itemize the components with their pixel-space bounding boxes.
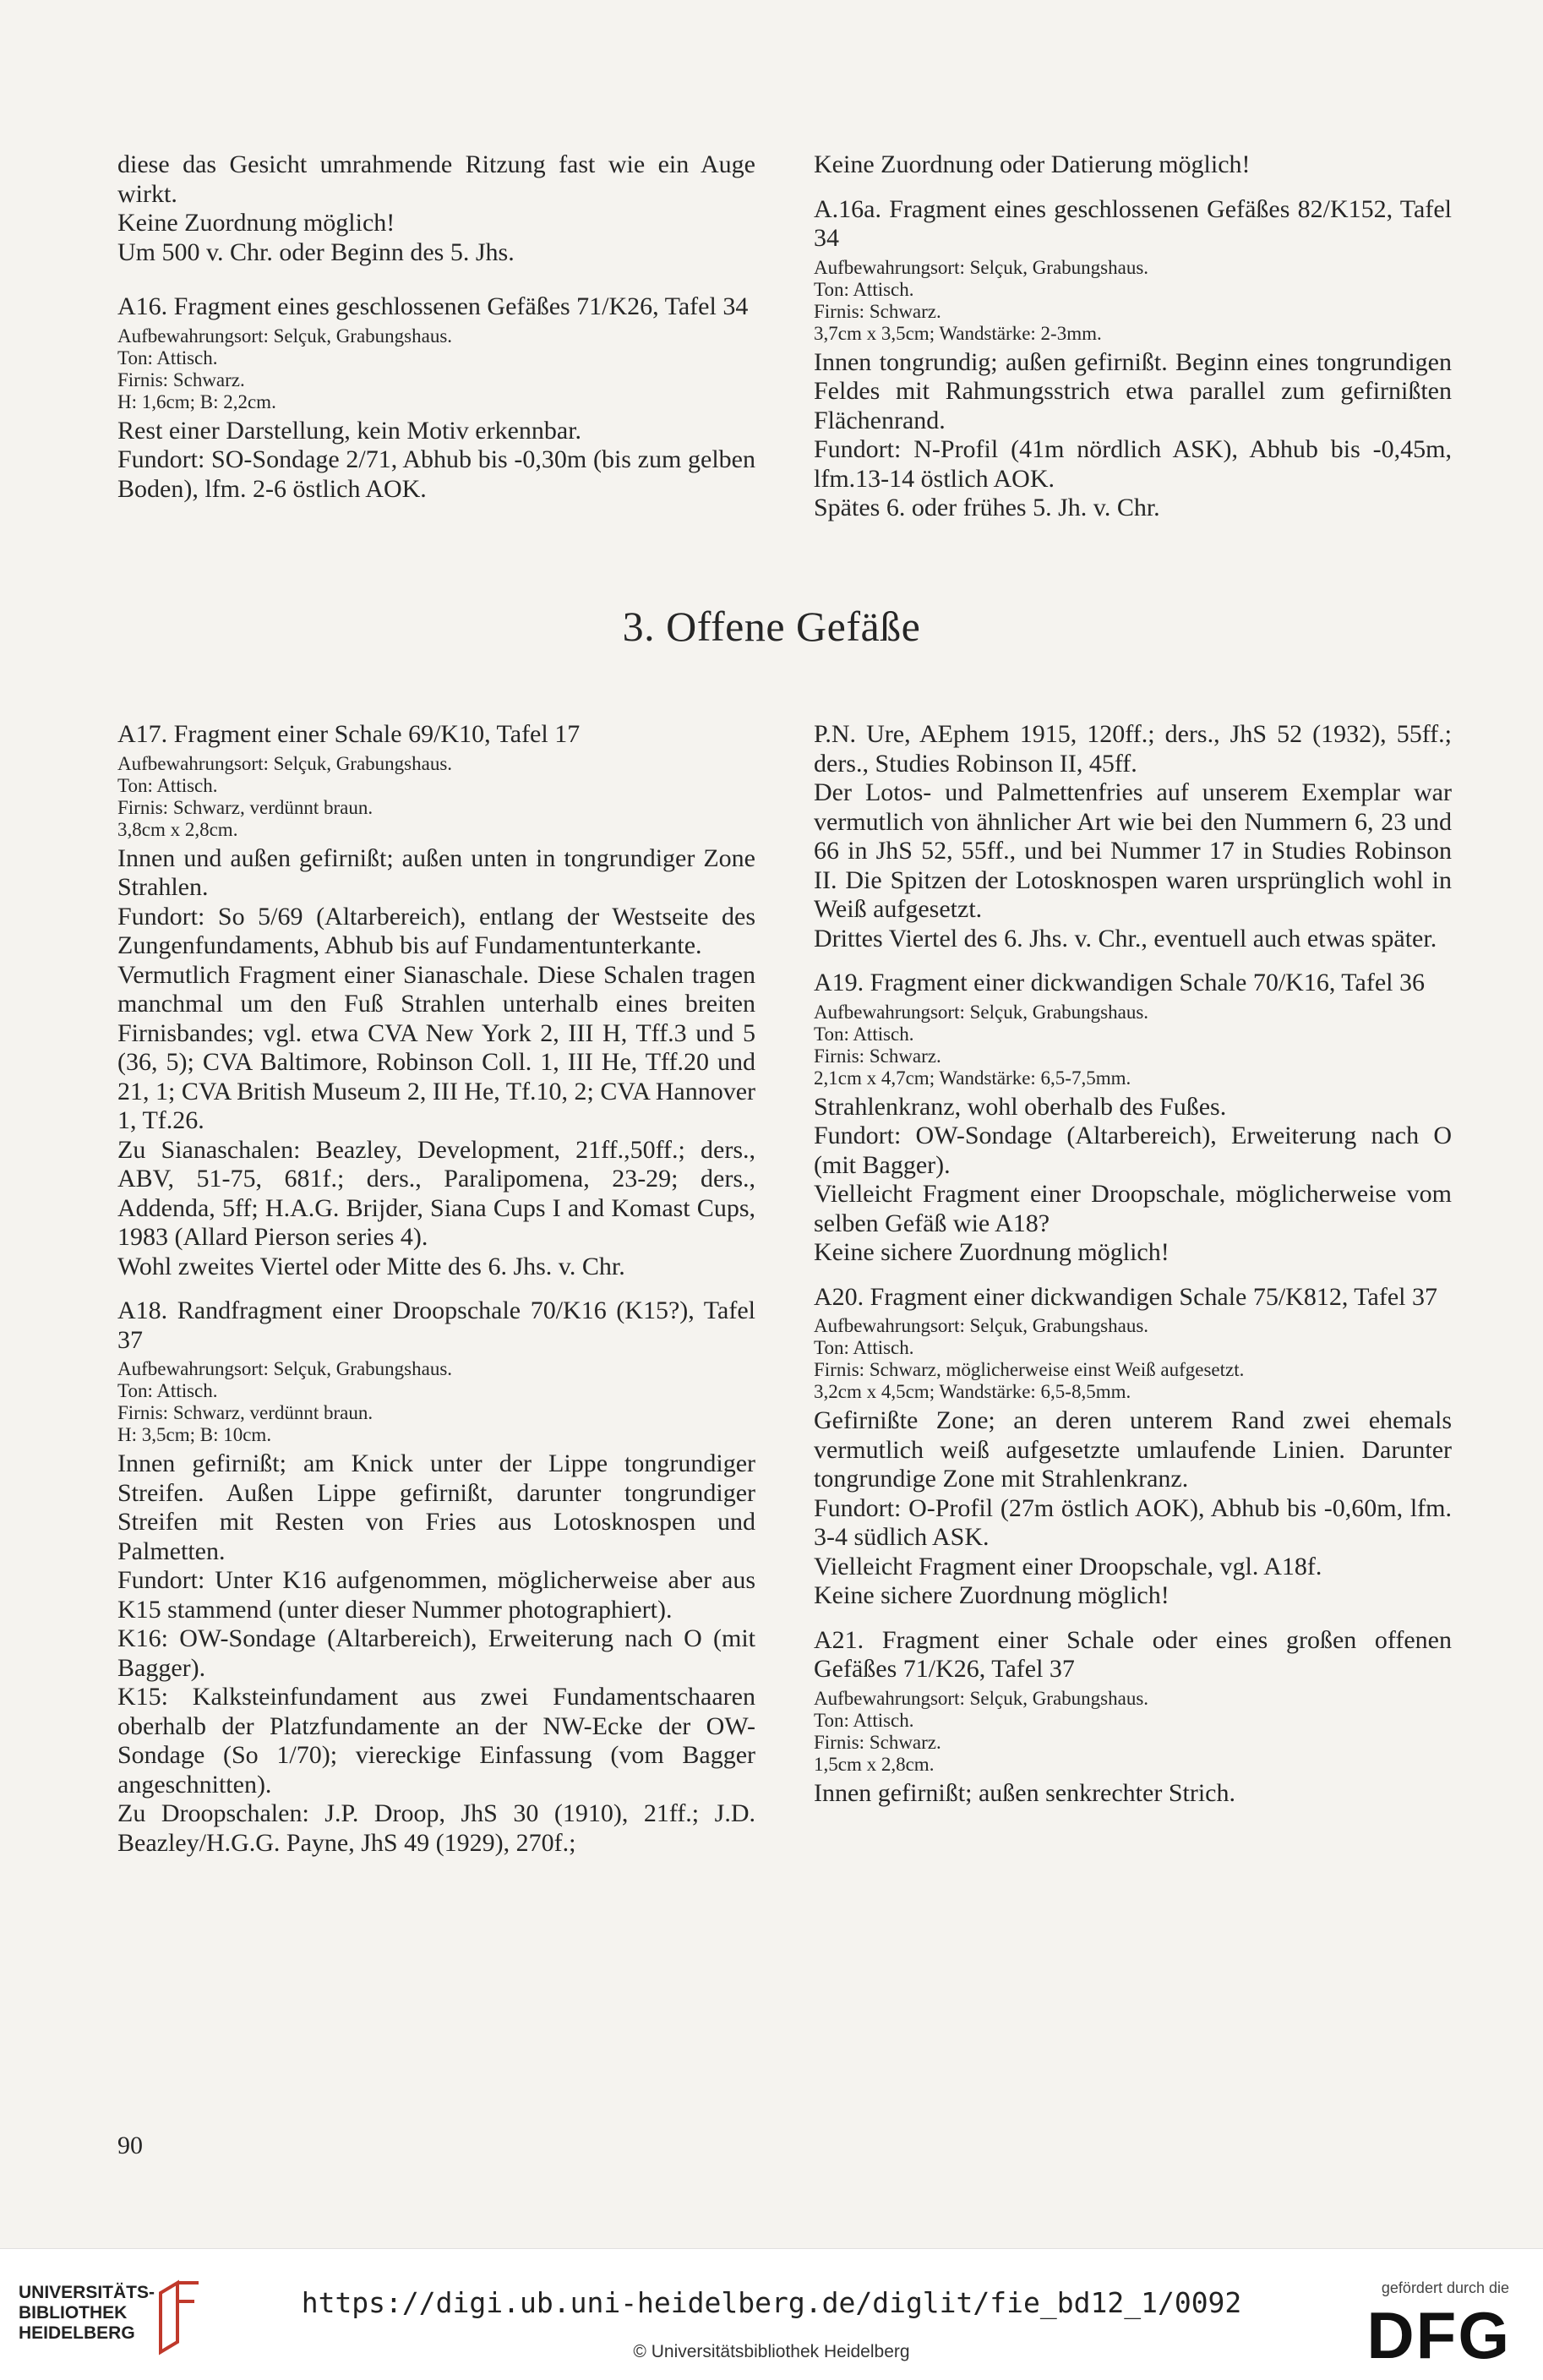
entry-metadata [117, 1358, 755, 1446]
paragraph: Fundort: OW-Sondage (Altarbereich), Erweiterung nach O (mit Bagger). [814, 1122, 1452, 1179]
paragraph: K16: OW-Sondage (Altarbereich), Erweiterung nach O (mit Bagger). [117, 1624, 755, 1682]
meta-line: Firnis: Schwarz. [814, 1731, 941, 1753]
meta-line: Ton: Attisch. [814, 1337, 914, 1358]
library-name-line: BIBLIOTHEK [19, 2303, 128, 2323]
paragraph: Zu Sianaschalen: Beazley, Development, 21ff.,50ff.; ders., ABV, 51-75, 681f.; ders., Paralipomena, 23-29; ders., Addenda, 5ff; H.A.G. Brijder, Siana Cups I and Komast Cups, 1983 (Allard Pierson series 4). [117, 1135, 755, 1251]
entry-heading-a20: A20. Fragment einer dickwandigen Schale 75/K812, Tafel 37 [814, 1282, 1437, 1311]
meta-line: Aufbewahrungsort: Selçuk, Grabungshaus. [117, 325, 453, 347]
paragraph: Fundort: So 5/69 (Altarbereich), entlang der Westseite des Zungenfundaments, Abhub bis auf Fundamentunterkante. [117, 902, 755, 959]
meta-line: H: 3,5cm; B: 10cm. [117, 1424, 272, 1445]
paragraph: Um 500 v. Chr. oder Beginn des 5. Jhs. [117, 237, 515, 266]
section-title: 3. Offene Gefäße [622, 603, 921, 650]
paragraph: Fundort: N-Profil (41m nördlich ASK), Abhub bis -0,45m, lfm.13-14 östlich AOK. [814, 435, 1452, 493]
paragraph: Keine Zuordnung möglich! [117, 209, 395, 237]
paragraph: Drittes Viertel des 6. Jhs. v. Chr., eventuell auch etwas später. [814, 924, 1437, 953]
paragraph: Vermutlich Fragment einer Sianaschale. Diese Schalen tragen manchmal um den Fuß Strahlen unterhalb eines breiten Firnisbandes; vgl. etwa CVA New York 2, III H, Tff.3 und 5 (36, 5); CVA Baltimore, Robinson Coll. 1, III He, Tff.20 und 21, 1; CVA British Museum 2, III He, Tf.10, 2; CVA Hannover 1, Tf.26. [117, 960, 755, 1134]
meta-line: 1,5cm x 2,8cm. [814, 1753, 935, 1775]
meta-line: Aufbewahrungsort: Selçuk, Grabungshaus. [814, 1687, 1149, 1709]
paragraph: Keine sichere Zuordnung möglich! [814, 1238, 1170, 1266]
meta-line: Ton: Attisch. [117, 1380, 218, 1401]
paragraph: Rest einer Darstellung, kein Motiv erkennbar. [117, 416, 582, 445]
library-name-line: HEIDELBERG [19, 2323, 135, 2343]
paragraph: Spätes 6. oder frühes 5. Jh. v. Chr. [814, 494, 1160, 521]
entry-heading-a19: A19. Fragment einer dickwandigen Schale 70/K16, Tafel 36 [814, 969, 1425, 996]
meta-line: 3,2cm x 4,5cm; Wandstärke: 6,5-8,5mm. [814, 1381, 1131, 1402]
permalink-url[interactable]: https://digi.ub.uni-heidelberg.de/diglit/fie_bd12_1/0092 [301, 2286, 1242, 2319]
entry-heading-a16: A16. Fragment eines geschlossenen Gefäßes 71/K26, Tafel 34 [117, 292, 749, 320]
meta-line: Firnis: Schwarz. [814, 300, 941, 322]
paragraph: Zu Droopschalen: J.P. Droop, JhS 30 (1910), 21ff.; J.D. Beazley/H.G.G. Payne, JhS 49 (1929), 270f.; [117, 1799, 755, 1857]
paragraph: Vielleicht Fragment einer Droopschale, möglicherweise vom selben Gefäß wie A18? [814, 1180, 1452, 1237]
viewer-footer [0, 2248, 1543, 2380]
upper-right-column [814, 150, 1452, 523]
lower-right-column [814, 720, 1452, 1808]
paragraph: Der Lotos- und Palmettenfries auf unserem Exemplar war vermutlich von ähnlicher Art wie bei den Nummern 6, 23 und 66 in JhS 52, 55ff., und bei Nummer 17 in Studies Robinson II. Die Spitzen der Lotosknospen waren ursprünglich wohl in Weiß aufgesetzt. [814, 778, 1452, 923]
paragraph: Fundort: O-Profil (27m östlich AOK), Abhub bis -0,60m, lfm. 3-4 südlich ASK. [814, 1493, 1452, 1551]
entry-heading-a17: A17. Fragment einer Schale 69/K10, Tafel 17 [117, 720, 581, 748]
paragraph: Fundort: Unter K16 aufgenommen, möglicherweise aber aus K15 stammend (unter dieser Nummer photographiert). [117, 1566, 755, 1624]
meta-line: Aufbewahrungsort: Selçuk, Grabungshaus. [117, 1358, 453, 1379]
meta-line: Ton: Attisch. [117, 347, 218, 368]
entry-metadata [814, 1002, 1452, 1089]
meta-line: 2,1cm x 4,7cm; Wandstärke: 6,5-7,5mm. [814, 1067, 1131, 1089]
meta-line: 3,7cm x 3,5cm; Wandstärke: 2-3mm. [814, 322, 1102, 344]
paragraph: Innen gefirnißt; außen senkrechter Strich. [814, 1778, 1235, 1807]
paragraph: Innen und außen gefirnißt; außen unten in tongrundiger Zone Strahlen. [117, 843, 755, 901]
paragraph: K15: Kalksteinfundament aus zwei Fundamentschaaren oberhalb der Platzfundamente an der NW-Ecke der OW-Sondage (So 1/70); viereckige Einfassung (vom Bagger angeschnitten). [117, 1683, 755, 1799]
meta-line: Firnis: Schwarz, möglicherweise einst Weiß aufgesetzt. [814, 1359, 1245, 1380]
upper-left-column [117, 150, 755, 504]
paragraph: P.N. Ure, AEphem 1915, 120ff.; ders., JhS 52 (1932), 55ff.; ders., Studies Robinson II, 45ff. [814, 720, 1452, 778]
paragraph: Keine Zuordnung oder Datierung möglich! [814, 150, 1251, 178]
entry-metadata [117, 753, 755, 841]
funding-label: gefördert durch die [1381, 2279, 1509, 2296]
paragraph: Keine sichere Zuordnung möglich! [814, 1581, 1170, 1609]
paragraph: Gefirnißte Zone; an deren unterem Rand zwei ehemals vermutlich weiß aufgesetzte umlaufende Linien. Darunter tongrundige Zone mit Strahlenkranz. [814, 1406, 1452, 1493]
dfg-logo: DFG [1366, 2298, 1511, 2372]
meta-line: Firnis: Schwarz, verdünnt braun. [117, 796, 373, 818]
paragraph: Innen gefirnißt; am Knick unter der Lippe tongrundiger Streifen. Außen Lippe gefirnißt, darunter tongrundiger Streifen mit Resten von Fries aus Lotosknospen und Palmetten. [117, 1449, 755, 1565]
entry-heading-a21: A21. Fragment einer Schale oder eines großen offenen Gefäßes 71/K26, Tafel 37 [814, 1625, 1452, 1683]
meta-line: H: 1,6cm; B: 2,2cm. [117, 390, 276, 412]
paragraph: Wohl zweites Viertel oder Mitte des 6. Jhs. v. Chr. [117, 1252, 625, 1280]
meta-line: Aufbewahrungsort: Selçuk, Grabungshaus. [814, 256, 1149, 278]
paragraph: Vielleicht Fragment einer Droopschale, vgl. A18f. [814, 1552, 1322, 1580]
paragraph: Strahlenkranz, wohl oberhalb des Fußes. [814, 1092, 1227, 1121]
paragraph: diese das Gesicht umrahmende Ritzung fast wie ein Auge wirkt. [117, 150, 755, 208]
paragraph: Fundort: SO-Sondage 2/71, Abhub bis -0,30m (bis zum gelben Boden), lfm. 2-6 östlich AOK. [117, 445, 755, 503]
meta-line: Ton: Attisch. [814, 278, 914, 300]
entry-metadata [117, 325, 755, 413]
meta-line: Ton: Attisch. [814, 1023, 914, 1045]
meta-line: Aufbewahrungsort: Selçuk, Grabungshaus. [814, 1315, 1149, 1336]
entry-metadata [814, 257, 1452, 345]
meta-line: Ton: Attisch. [814, 1709, 914, 1731]
meta-line: Firnis: Schwarz. [117, 368, 245, 390]
entry-heading-a16a: A.16a. Fragment eines geschlossenen Gefäßes 82/K152, Tafel 34 [814, 194, 1452, 252]
entry-metadata [814, 1315, 1452, 1403]
copyright-notice: © Universitätsbibliothek Heidelberg [633, 2342, 910, 2361]
meta-line: Firnis: Schwarz. [814, 1045, 941, 1067]
meta-line: 3,8cm x 2,8cm. [117, 818, 238, 840]
page-number: 90 [117, 2132, 143, 2159]
meta-line: Aufbewahrungsort: Selçuk, Grabungshaus. [117, 752, 453, 774]
meta-line: Aufbewahrungsort: Selçuk, Grabungshaus. [814, 1001, 1149, 1023]
lower-left-column [117, 720, 755, 1858]
meta-line: Firnis: Schwarz, verdünnt braun. [117, 1402, 373, 1423]
library-name-line: UNIVERSITÄTS- [19, 2283, 155, 2302]
entry-metadata [814, 1688, 1452, 1776]
entry-heading-a18: A18. Randfragment einer Droopschale 70/K16 (K15?), Tafel 37 [117, 1296, 755, 1354]
paragraph: Innen tongrundig; außen gefirnißt. Beginn eines tongrundigen Feldes mit Rahmungsstrich etwa parallel zum gefirnißten Flächenrand. [814, 347, 1452, 434]
meta-line: Ton: Attisch. [117, 774, 218, 796]
